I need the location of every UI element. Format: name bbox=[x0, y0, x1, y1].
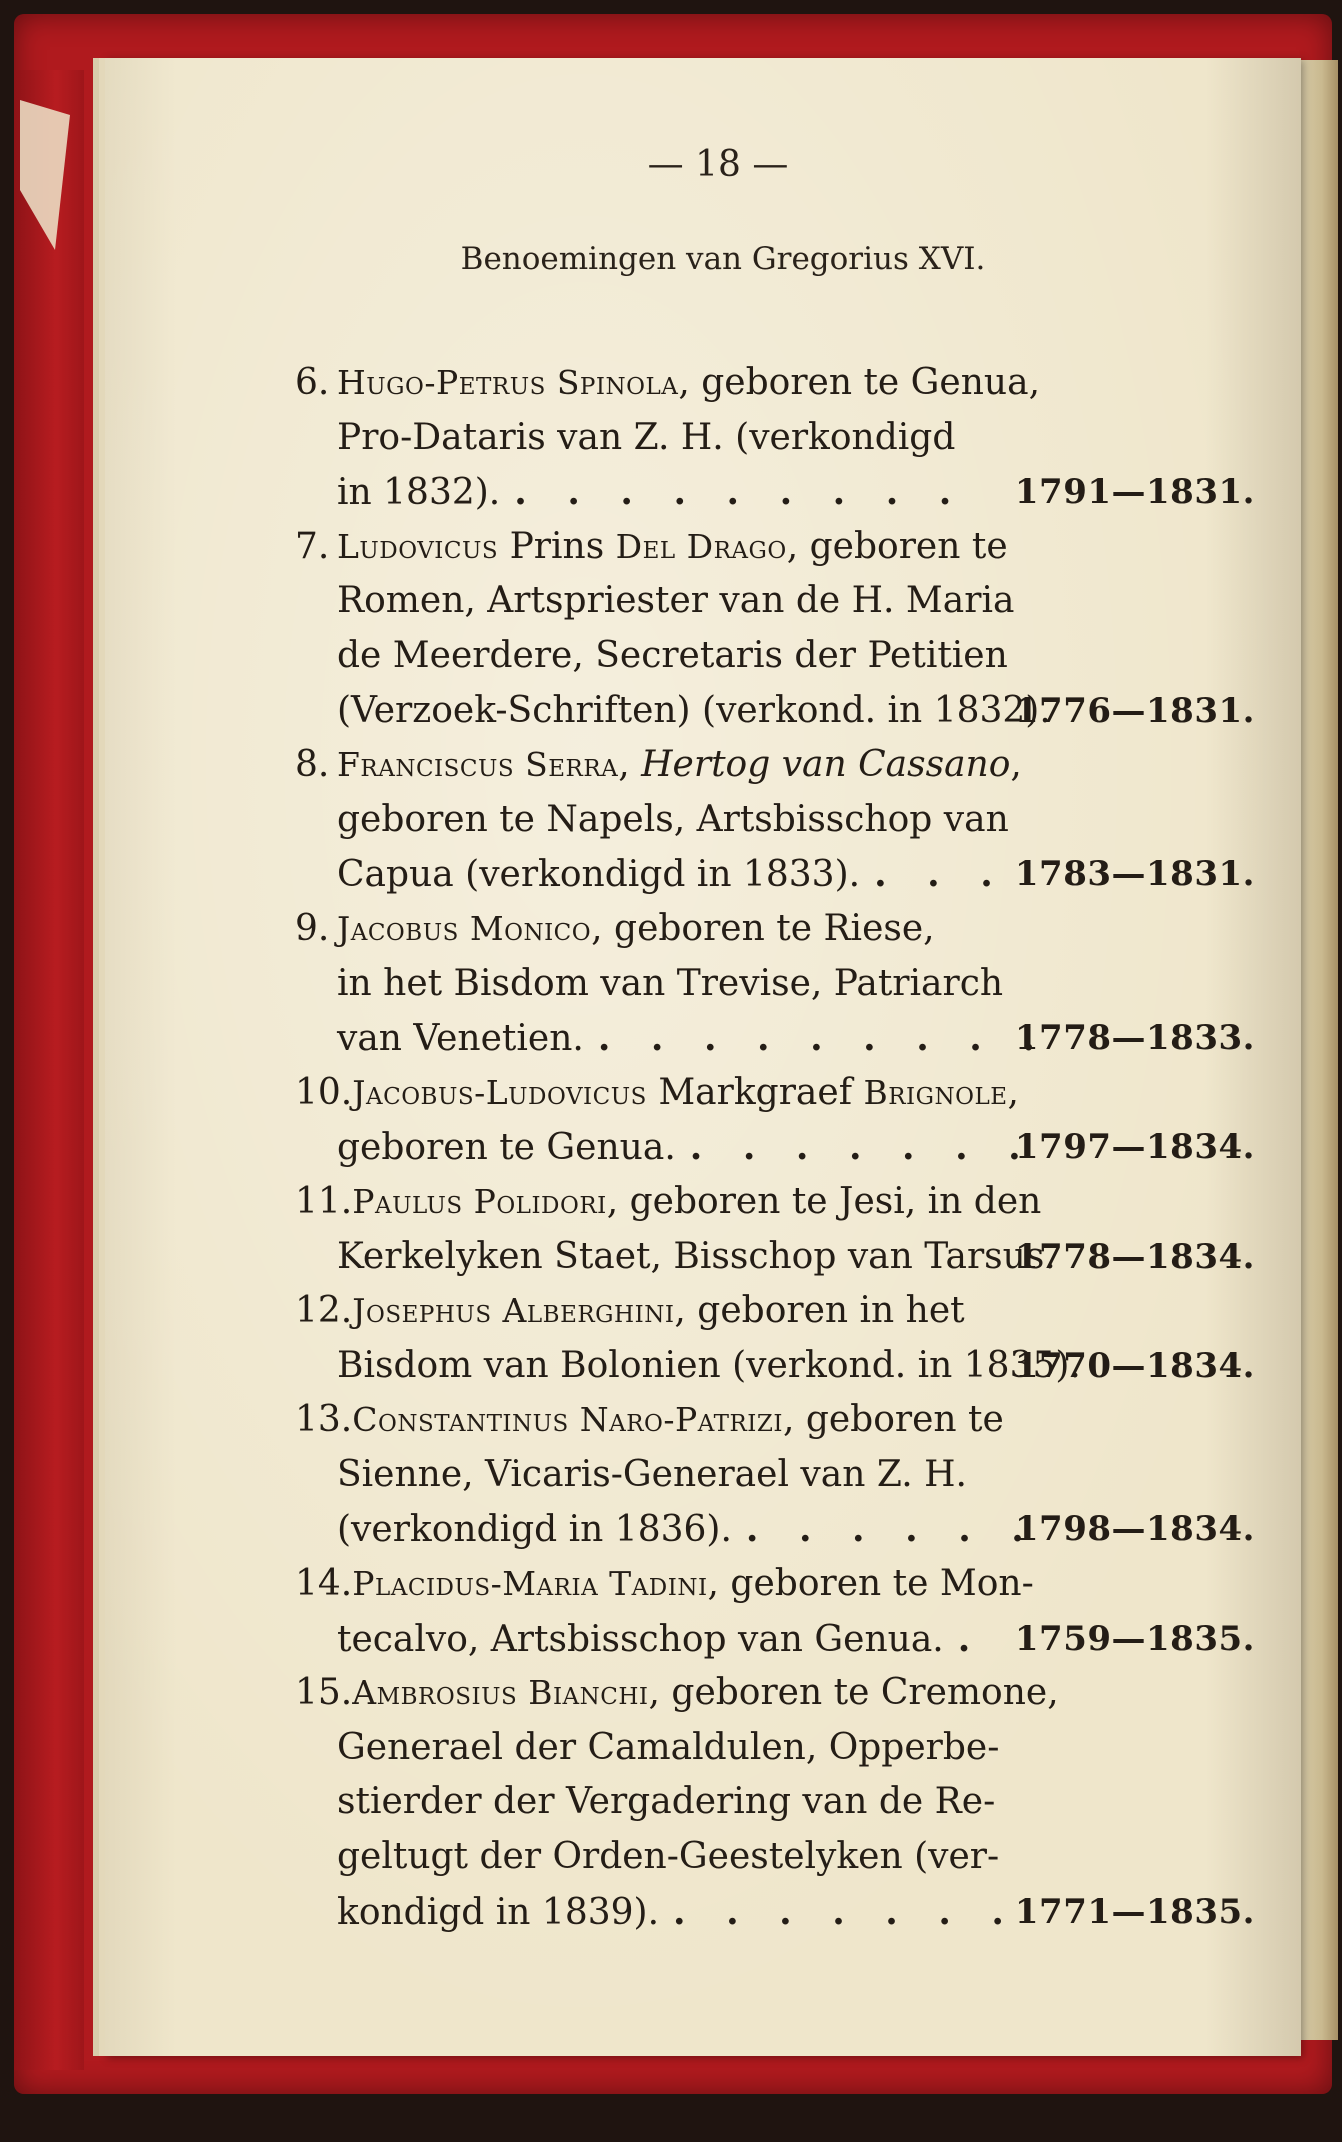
entry-number: 8. bbox=[295, 744, 330, 786]
list-item bbox=[295, 902, 1255, 1066]
family-name: Del Drago bbox=[615, 526, 787, 566]
list-item bbox=[295, 520, 1255, 738]
entry-line bbox=[295, 1721, 1255, 1776]
entry-text: , geboren te bbox=[786, 525, 1008, 567]
person-name: Ambrosius Bianchi bbox=[352, 1673, 649, 1713]
entry-line bbox=[295, 1557, 1255, 1612]
year-range: 1778—1833. bbox=[1014, 1018, 1255, 1059]
entry-text: Pro-Dataris van Z. H. (verkondigd bbox=[337, 416, 956, 458]
entry-line bbox=[295, 1066, 1255, 1121]
entry-text: (verkondigd in 1836). bbox=[337, 1509, 732, 1551]
entry-text: , bbox=[1010, 744, 1022, 786]
page-heading: Benoemingen van Gregorius XVI. bbox=[460, 241, 986, 277]
year-range: 1798—1834. bbox=[1014, 1509, 1255, 1550]
list-item bbox=[295, 1557, 1255, 1666]
person-name: Hugo-Petrus Spinola bbox=[337, 363, 679, 402]
dot-leader: . . . . . . . bbox=[689, 1126, 1035, 1169]
entry-line bbox=[295, 793, 1255, 848]
entry-line bbox=[295, 1393, 1255, 1448]
entry-line bbox=[295, 1339, 1255, 1394]
entry-text: geltugt der Orden-Geestelyken (ver- bbox=[337, 1836, 1000, 1878]
entry-line bbox=[295, 520, 1255, 575]
entry-line bbox=[295, 1175, 1255, 1230]
entry-line bbox=[295, 684, 1255, 739]
entry-text: , geboren te Genua, bbox=[678, 362, 1041, 403]
entry-line bbox=[295, 1502, 1255, 1557]
entry-line bbox=[295, 1120, 1255, 1175]
entry-text: in het Bisdom van Trevise, Patriarch bbox=[337, 962, 1004, 1004]
entry-text: in 1832). bbox=[337, 472, 501, 514]
entry-text: stierder der Vergadering van de Re- bbox=[337, 1781, 996, 1823]
year-range: 1776—1831. bbox=[1014, 690, 1255, 731]
year-range: 1770—1834. bbox=[1014, 1345, 1255, 1386]
year-range: 1783—1831. bbox=[1014, 854, 1255, 895]
entry-line bbox=[295, 1612, 1255, 1667]
entry-line bbox=[295, 574, 1255, 629]
title-italic: Hertog van Cassano bbox=[641, 744, 1011, 786]
entry-text: , geboren te Cremone, bbox=[648, 1672, 1059, 1714]
entry-number: 15. bbox=[295, 1672, 353, 1714]
entry-line bbox=[295, 1230, 1255, 1285]
entry-number: 6. bbox=[295, 362, 330, 403]
list-item bbox=[295, 1393, 1255, 1557]
entry-text: , geboren te Riese, bbox=[591, 907, 935, 949]
entry-text: , geboren te Mon- bbox=[707, 1563, 1034, 1605]
list-item bbox=[295, 1066, 1255, 1175]
entry-text: , geboren te Jesi, in den bbox=[606, 1180, 1042, 1222]
entry-line bbox=[295, 847, 1255, 902]
entry-text: (Verzoek-Schriften) (verkond. in 1832). bbox=[337, 689, 1051, 731]
entry-line bbox=[295, 411, 1255, 466]
entry-text: Bisdom van Bolonien (verkond. in 1835). bbox=[337, 1344, 1081, 1386]
entry-number: 10. bbox=[295, 1071, 353, 1113]
entry-number: 7. bbox=[295, 525, 330, 567]
list-item bbox=[295, 738, 1255, 902]
entry-line bbox=[295, 902, 1255, 957]
list-item bbox=[295, 1175, 1255, 1284]
entry-number: 13. bbox=[295, 1399, 353, 1441]
year-range: 1759—1835. bbox=[1014, 1618, 1255, 1659]
person-name: Ludovicus bbox=[337, 526, 499, 566]
year-range: 1791—1831. bbox=[1014, 472, 1255, 513]
person-name: Josephus Alberghini bbox=[352, 1291, 675, 1331]
facing-page-edge bbox=[1298, 60, 1338, 2040]
entry-text: Sienne, Vicaris-Generael van Z. H. bbox=[337, 1453, 967, 1495]
entry-line bbox=[295, 1666, 1255, 1721]
entry-line bbox=[295, 1448, 1255, 1503]
dot-leader: . . . . . . . . . bbox=[514, 471, 966, 514]
entry-text: Romen, Artspriester van de H. Maria bbox=[337, 580, 1015, 622]
year-range: 1778—1834. bbox=[1014, 1236, 1255, 1277]
book-page bbox=[105, 58, 1301, 2056]
entry-text: , bbox=[1007, 1071, 1019, 1113]
person-name: Franciscus Serra bbox=[337, 745, 619, 785]
list-item bbox=[295, 1666, 1255, 1939]
entry-text: , bbox=[618, 744, 642, 786]
entry-number: 14. bbox=[295, 1563, 353, 1605]
family-name: Brignole bbox=[863, 1072, 1008, 1112]
entry-line bbox=[295, 957, 1255, 1012]
entry-text: Capua (verkondigd in 1833). bbox=[337, 854, 861, 896]
entry-number: 11. bbox=[295, 1180, 353, 1222]
dot-leader: . . . . . . bbox=[745, 1508, 1038, 1551]
entry-text: van Venetien. bbox=[337, 1018, 584, 1060]
entry-line bbox=[295, 629, 1255, 684]
entry-line bbox=[295, 738, 1255, 793]
entry-text: tecalvo, Artsbisschop van Genua. bbox=[337, 1618, 944, 1660]
year-range: 1771—1835. bbox=[1014, 1891, 1255, 1932]
entry-text: Markgraef bbox=[646, 1071, 864, 1113]
dot-leader: . . . bbox=[874, 853, 1007, 896]
list-item bbox=[295, 1284, 1255, 1393]
entry-text: kondigd in 1839). bbox=[337, 1891, 660, 1933]
person-name: Jacobus Monico bbox=[337, 908, 592, 948]
entry-number: 12. bbox=[295, 1290, 353, 1332]
entry-text: , geboren in het bbox=[674, 1290, 965, 1332]
entry-text: geboren te Genua. bbox=[337, 1127, 676, 1169]
entry-text: Kerkelyken Staet, Bisschop van Tarsus. bbox=[337, 1235, 1056, 1277]
entry-number: 9. bbox=[295, 907, 330, 949]
page-number: — 18 — bbox=[647, 144, 789, 185]
entry-line bbox=[295, 1885, 1255, 1940]
entry-line bbox=[295, 1830, 1255, 1885]
entry-text: Generael der Camaldulen, Opperbe- bbox=[337, 1726, 1000, 1768]
entry-line bbox=[295, 1775, 1255, 1830]
person-name: Jacobus-Ludovicus bbox=[352, 1072, 647, 1112]
list-item bbox=[295, 356, 1255, 520]
dot-leader: . bbox=[957, 1617, 985, 1660]
dot-leader: . . . . . . . . . bbox=[597, 1017, 1049, 1060]
person-name: Placidus-Maria Tadini bbox=[352, 1564, 708, 1604]
person-name: Constantinus Naro-Patrizi bbox=[352, 1400, 783, 1440]
appointments-list bbox=[295, 356, 1255, 1939]
cover-fold bbox=[14, 70, 84, 2070]
dot-leader: . . . . . . . bbox=[673, 1890, 1018, 1933]
entry-text: geboren te Napels, Artsbisschop van bbox=[337, 798, 1009, 840]
entry-line bbox=[295, 1284, 1255, 1339]
entry-text: de Meerdere, Secretaris der Petitien bbox=[337, 634, 1008, 676]
entry-line bbox=[295, 465, 1255, 520]
entry-line bbox=[295, 1011, 1255, 1066]
entry-text: Prins bbox=[498, 525, 616, 567]
year-range: 1797—1834. bbox=[1014, 1127, 1255, 1168]
person-name: Paulus Polidori bbox=[352, 1181, 607, 1221]
entry-line bbox=[295, 356, 1255, 411]
entry-text: , geboren te bbox=[782, 1399, 1004, 1441]
